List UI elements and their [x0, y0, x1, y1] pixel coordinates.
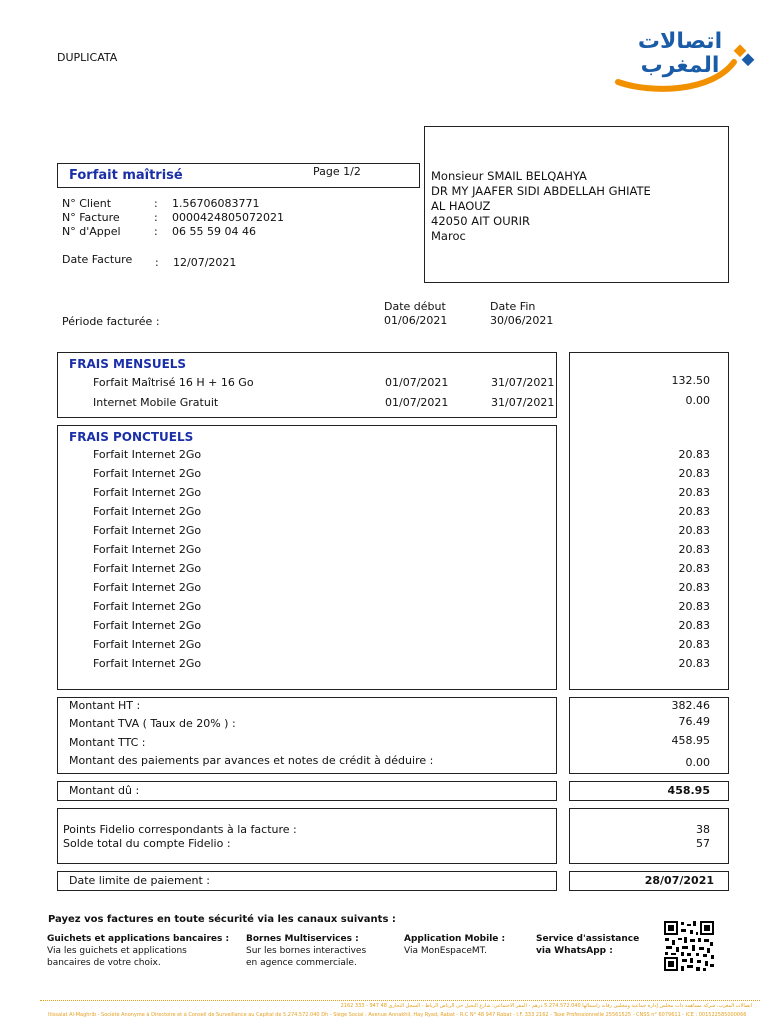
- channel-bornes: [246, 933, 366, 969]
- date-facture-label: Date Facture: [62, 253, 133, 266]
- fidelio-box: [57, 808, 557, 864]
- call-number-value: 06 55 59 04 46: [172, 225, 256, 238]
- channel-whatsapp-line: via WhatsApp :: [536, 946, 613, 956]
- invoice-number-sep: :: [154, 211, 158, 224]
- date-fin-value: 30/06/2021: [490, 314, 554, 327]
- duplicata-label: DUPLICATA: [57, 51, 118, 64]
- frais-ponctuels-title: FRAIS PONCTUELS: [69, 430, 194, 444]
- frais-mensuels-title: FRAIS MENSUELS: [69, 357, 187, 371]
- frais-mensuels-box: [57, 352, 557, 418]
- channel-bancaires-line: Via les guichets et applications: [47, 946, 187, 956]
- ponctuel-label: Forfait Internet 2Go: [93, 505, 202, 518]
- mensuel-item-1-label: Forfait Maîtrisé 16 H + 16 Go: [93, 376, 254, 389]
- ponctuel-label: Forfait Internet 2Go: [93, 543, 202, 556]
- ponctuel-amount: 20.83: [678, 467, 710, 480]
- page-number: Page 1/2: [313, 165, 361, 178]
- client-info: [62, 197, 392, 239]
- ponctuels-list: [0, 445, 768, 677]
- ponctuel-label: Forfait Internet 2Go: [93, 467, 202, 480]
- ponctuel-label: Forfait Internet 2Go: [93, 581, 202, 594]
- ponctuel-amount: 20.83: [678, 505, 710, 518]
- channel-bancaires-line: bancaires de votre choix.: [47, 958, 161, 968]
- montant-du-label: Montant dû :: [69, 784, 140, 797]
- montant-du-value-box: [569, 781, 729, 801]
- channel-whatsapp: [536, 933, 639, 957]
- mensuel-item-2-amount: 0.00: [685, 394, 710, 407]
- client-number-sep: :: [154, 197, 158, 210]
- periode-label: Période facturée :: [62, 315, 160, 328]
- montant-ttc-value: 458.95: [671, 734, 710, 747]
- whatsapp-qr-code[interactable]: [663, 920, 715, 972]
- date-facture-sep: :: [155, 256, 159, 269]
- ponctuel-label: Forfait Internet 2Go: [93, 524, 202, 537]
- address-lines: [431, 169, 651, 244]
- channel-bornes-line: en agence commerciale.: [246, 958, 357, 968]
- footer-arabic-line: اتصالات المغرب، شركة مساهمة ذات مجلس إدارة جماعية ومجلس رقابة رأسمالها 5.274.572.040 درهم - المقر الاجتماعي: شارع النخيل حي الرياض الرباط - السجل التجاري 48 947 - 333 2162: [340, 1003, 752, 1009]
- ponctuel-row: [0, 578, 768, 597]
- montant-tva-label: Montant TVA ( Taux de 20% ) :: [69, 717, 236, 730]
- ponctuel-amount: 20.83: [678, 543, 710, 556]
- invoice-number-value: 0000424805072021: [172, 211, 284, 224]
- ponctuel-row: [0, 559, 768, 578]
- date-limite-value: 28/07/2021: [644, 874, 714, 887]
- date-limite-label: Date limite de paiement :: [69, 874, 211, 887]
- date-debut-label: Date début: [384, 300, 446, 313]
- address-street: DR MY JAAFER SIDI ABDELLAH GHIATE: [431, 184, 651, 198]
- ponctuel-amount: 20.83: [678, 657, 710, 670]
- date-limite-value-box: [569, 871, 729, 891]
- totals-values-box: [569, 697, 729, 774]
- channel-app-mobile-title: Application Mobile :: [404, 934, 506, 944]
- ponctuel-label: Forfait Internet 2Go: [93, 600, 202, 613]
- date-facture-value: 12/07/2021: [173, 256, 237, 269]
- date-debut-value: 01/06/2021: [384, 314, 448, 327]
- ponctuel-row: [0, 597, 768, 616]
- montant-ht-value: 382.46: [671, 699, 710, 712]
- ponctuel-row: [0, 483, 768, 502]
- ponctuel-label: Forfait Internet 2Go: [93, 619, 202, 632]
- montant-tva-value: 76.49: [678, 715, 710, 728]
- maroc-telecom-logo: [612, 22, 758, 92]
- svg-text:المغرب: المغرب: [640, 53, 720, 78]
- ponctuel-amount: 20.83: [678, 581, 710, 594]
- ponctuel-amount: 20.83: [678, 638, 710, 651]
- client-number-label: N° Client: [62, 197, 112, 210]
- channel-bancaires: [47, 933, 229, 969]
- date-limite-box: [57, 871, 557, 891]
- address-region: AL HAOUZ: [431, 199, 491, 213]
- svg-text:اتصالات: اتصالات: [637, 29, 723, 54]
- forfait-box: [57, 163, 420, 188]
- mensuel-item-1-end: 31/07/2021: [491, 376, 555, 389]
- ponctuel-amount: 20.83: [678, 619, 710, 632]
- channel-bancaires-title: Guichets et applications bancaires :: [47, 934, 230, 944]
- ponctuel-label: Forfait Internet 2Go: [93, 562, 202, 575]
- address-box: [424, 126, 729, 283]
- ponctuel-amount: 20.83: [678, 562, 710, 575]
- fidelio-solde-label: Solde total du compte Fidelio :: [63, 837, 231, 850]
- montant-ht-label: Montant HT :: [69, 699, 141, 712]
- ponctuel-row: [0, 445, 768, 464]
- paiements-value: 0.00: [685, 756, 710, 769]
- date-fin-label: Date Fin: [490, 300, 536, 313]
- channel-whatsapp-title: Service d'assistance: [536, 934, 640, 944]
- ponctuel-amount: 20.83: [678, 524, 710, 537]
- footer-latin-line: Itissalat Al-Maghrib - Société Anonyme à Directoire et à Conseil de Surveillance au Capital de 5.274.572.040 Dh - Siège Social : Avenue Annakhil, Hay Ryad, Rabat - R.C N° 48 947 Rabat - I.F. 333 2162 - Taxe Professionnelle 25561525 - CNSS n° 6079611 - ICE : 001522585000066: [48, 1012, 747, 1018]
- paiements-label: Montant des paiements par avances et notes de crédit à déduire :: [69, 754, 434, 767]
- fidelio-points-label: Points Fidelio correspondants à la facture :: [63, 823, 297, 836]
- client-number-row: [62, 197, 392, 211]
- mensuel-item-1-start: 01/07/2021: [385, 376, 449, 389]
- ponctuel-label: Forfait Internet 2Go: [93, 486, 202, 499]
- ponctuel-amount: 20.83: [678, 448, 710, 461]
- ponctuel-label: Forfait Internet 2Go: [93, 638, 202, 651]
- mensuel-item-1-amount: 132.50: [671, 374, 710, 387]
- fidelio-solde-value: 57: [696, 837, 710, 850]
- address-country: Maroc: [431, 229, 466, 243]
- mensuel-item-2-label: Internet Mobile Gratuit: [93, 396, 219, 409]
- ponctuel-row: [0, 502, 768, 521]
- fidelio-points-value: 38: [696, 823, 710, 836]
- ponctuel-label: Forfait Internet 2Go: [93, 448, 202, 461]
- ponctuel-row: [0, 616, 768, 635]
- address-name: Monsieur SMAIL BELQAHYA: [431, 169, 587, 183]
- montant-du-box: [57, 781, 557, 801]
- call-number-row: [62, 225, 392, 239]
- call-number-label: N° d'Appel: [62, 225, 121, 238]
- call-number-sep: :: [154, 225, 158, 238]
- footer-divider: [40, 1000, 760, 1002]
- ponctuel-row: [0, 654, 768, 673]
- ponctuel-row: [0, 464, 768, 483]
- totals-labels-box: [57, 697, 557, 774]
- mensuel-item-2-start: 01/07/2021: [385, 396, 449, 409]
- client-number-value: 1.56706083771: [172, 197, 260, 210]
- address-city: 42050 AIT OURIR: [431, 214, 531, 228]
- forfait-title: Forfait maîtrisé: [69, 168, 183, 183]
- ponctuel-label: Forfait Internet 2Go: [93, 657, 202, 670]
- ponctuel-amount: 20.83: [678, 600, 710, 613]
- mensuel-item-2-end: 31/07/2021: [491, 396, 555, 409]
- ponctuel-amount: 20.83: [678, 486, 710, 499]
- channels-intro: Payez vos factures en toute sécurité via les canaux suivants :: [48, 914, 396, 925]
- invoice-number-label: N° Facture: [62, 211, 120, 224]
- ponctuel-row: [0, 635, 768, 654]
- ponctuel-row: [0, 521, 768, 540]
- channel-bornes-title: Bornes Multiservices :: [246, 934, 359, 944]
- channel-bornes-line: Sur les bornes interactives: [246, 946, 367, 956]
- channel-app-mobile: [404, 933, 505, 957]
- channel-app-mobile-line: Via MonEspaceMT.: [404, 946, 487, 956]
- ponctuel-row: [0, 540, 768, 559]
- invoice-number-row: [62, 211, 392, 225]
- montant-ttc-label: Montant TTC :: [69, 736, 146, 749]
- fidelio-values-box: [569, 808, 729, 864]
- montant-du-value: 458.95: [667, 784, 710, 797]
